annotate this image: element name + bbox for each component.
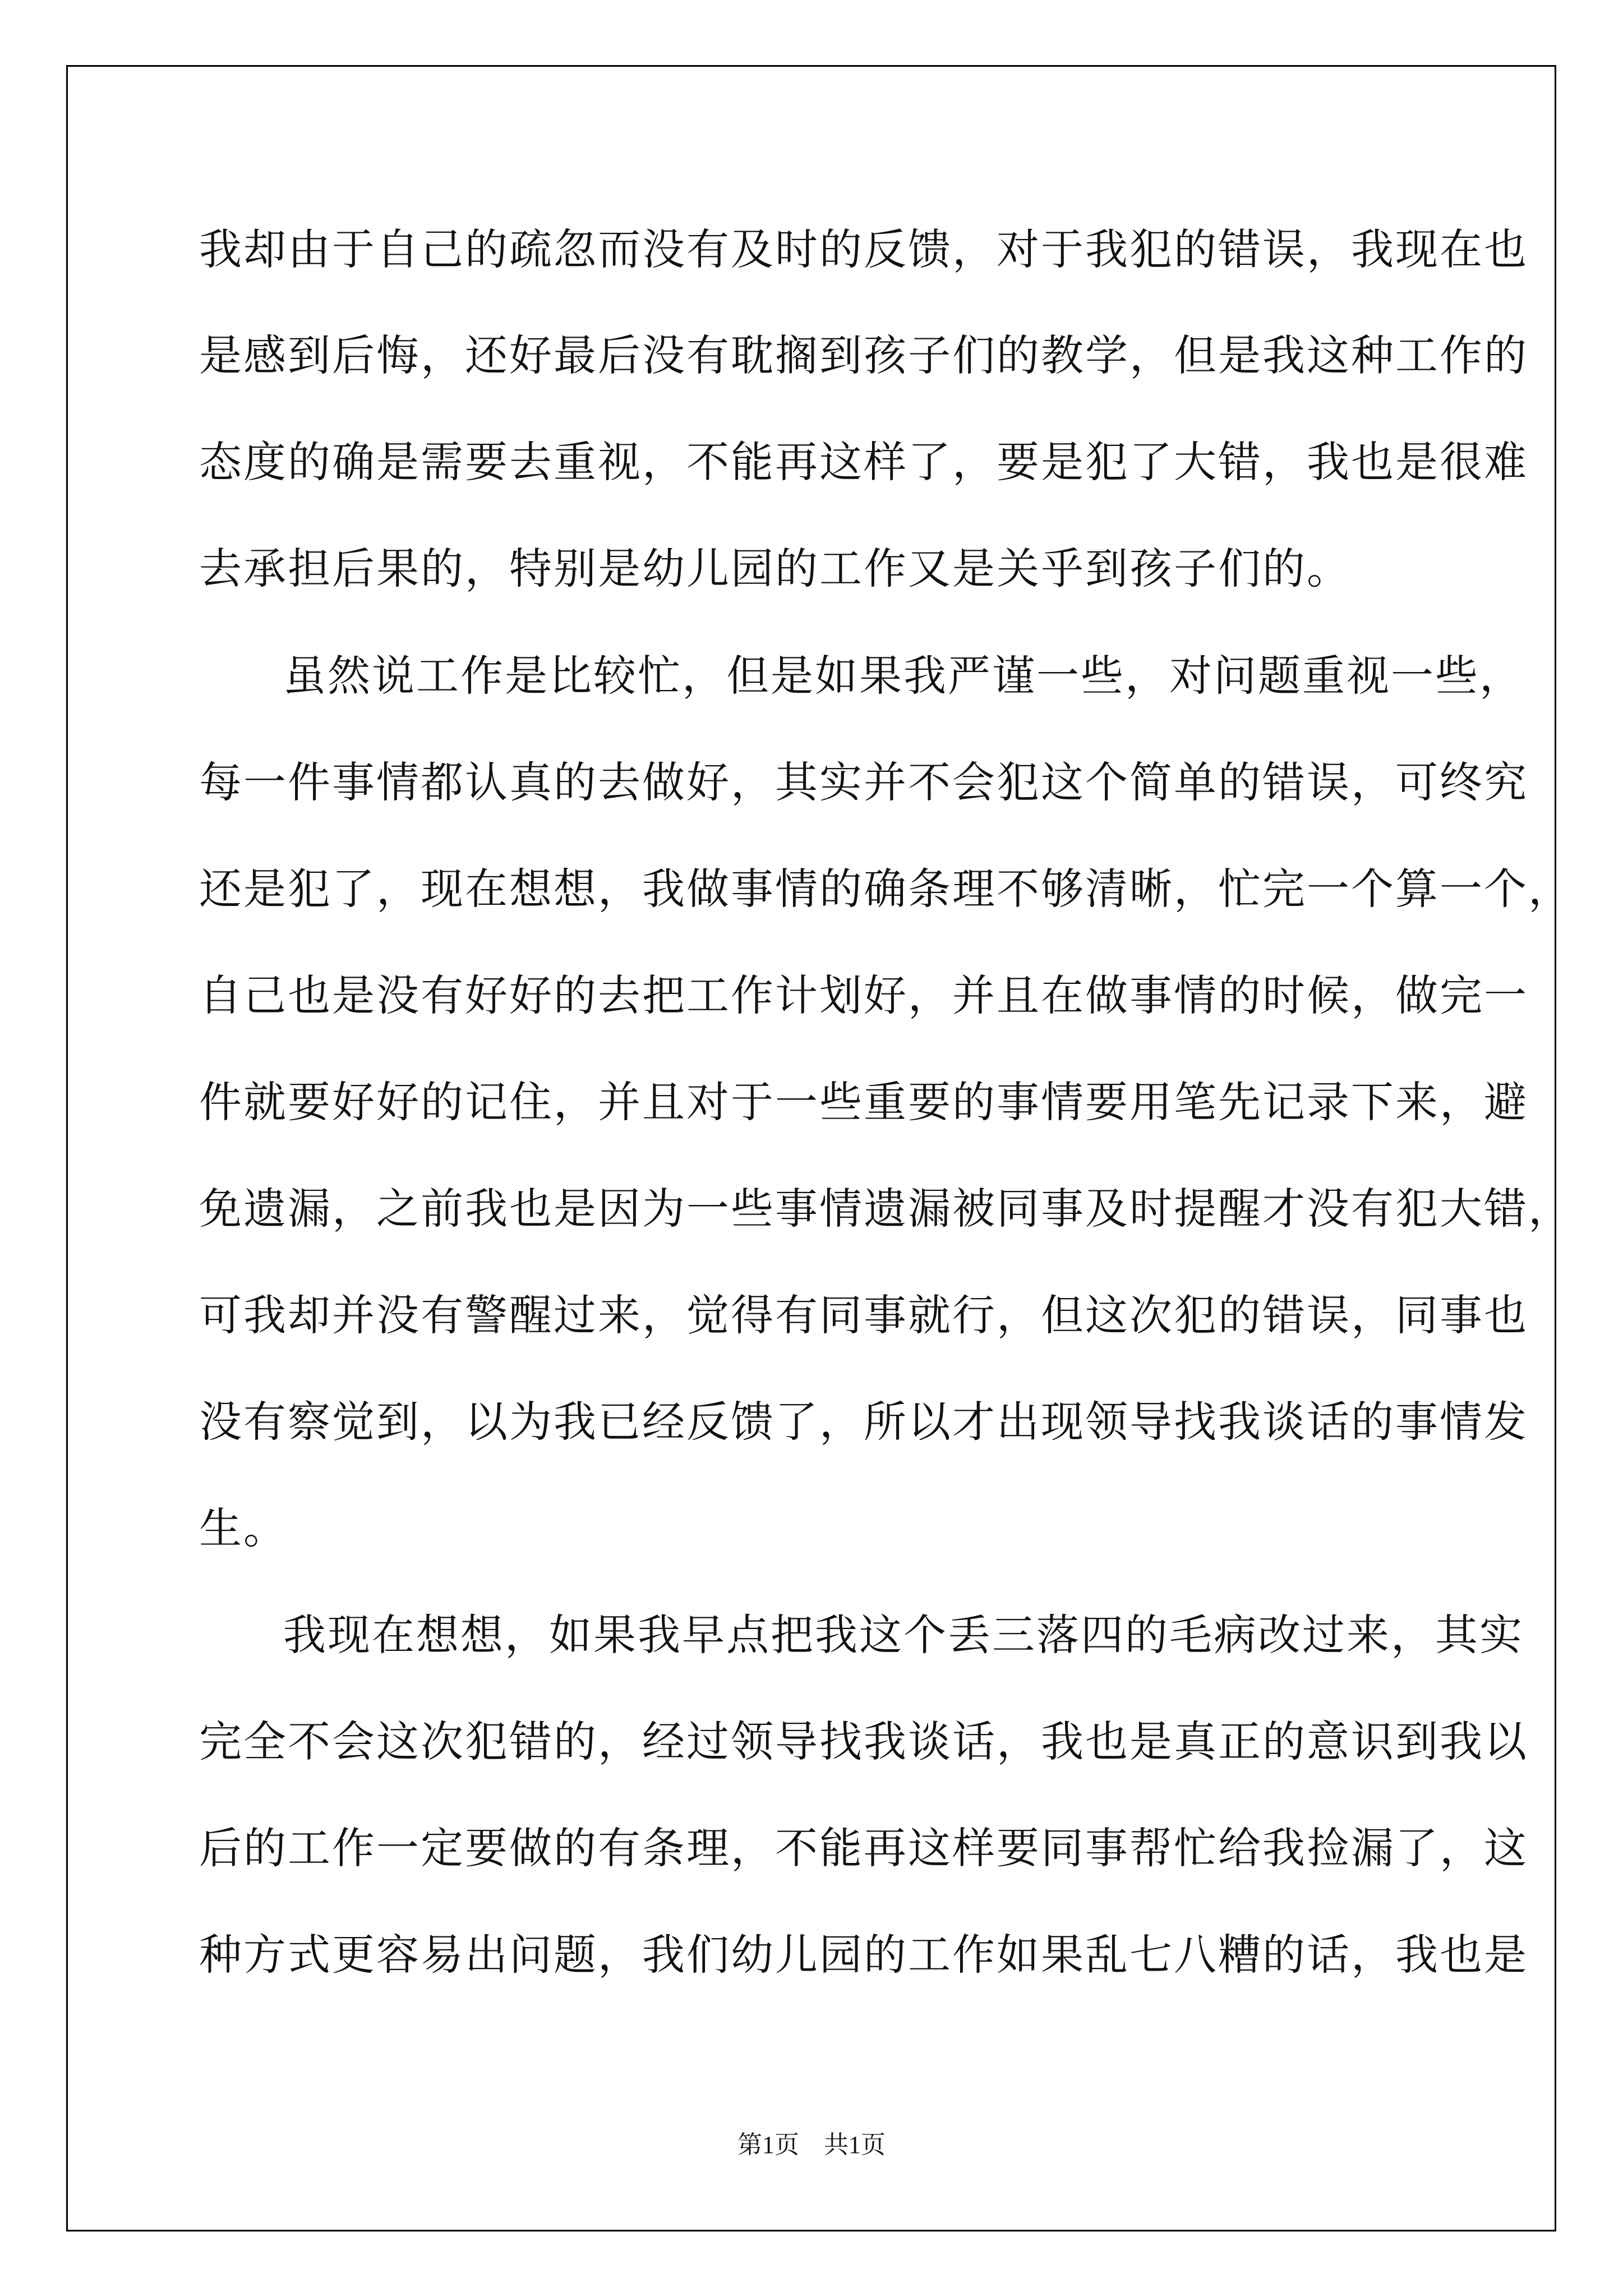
text-line: 我却由于自己的疏忽而没有及时的反馈，对于我犯的错误，我现在也 bbox=[199, 224, 1528, 274]
text-line: 是感到后悔，还好最后没有耽搁到孩子们的教学，但是我这种工作的 bbox=[199, 330, 1528, 380]
text-line: 没有察觉到，以为我已经反馈了，所以才出现领导找我谈话的事情发 bbox=[199, 1397, 1528, 1447]
text-line: 去承担后果的，特别是幼儿园的工作又是关乎到孩子们的。 bbox=[199, 544, 1351, 593]
text-line: 每一件事情都认真的去做好，其实并不会犯这个简单的错误，可终究 bbox=[199, 757, 1528, 807]
text-line: 生。 bbox=[199, 1503, 288, 1553]
text-line: 可我却并没有警醒过来，觉得有同事就行，但这次犯的错误，同事也 bbox=[199, 1290, 1528, 1340]
text-line: 完全不会这次犯错的，经过领导找我谈话，我也是真正的意识到我以 bbox=[199, 1717, 1528, 1766]
text-line: 态度的确是需要去重视，不能再这样了，要是犯了大错，我也是很难 bbox=[199, 437, 1528, 487]
paragraph-first-line: 我现在想想，如果我早点把我这个丢三落四的毛病改过来，其实 bbox=[283, 1610, 1524, 1660]
text-line: 后的工作一定要做的有条理，不能再这样要同事帮忙给我捡漏了，这 bbox=[199, 1823, 1528, 1873]
paragraph-first-line: 虽然说工作是比较忙，但是如果我严谨一些，对问题重视一些， bbox=[283, 651, 1524, 701]
page-number-footer: 第1页 共1页 bbox=[737, 2131, 886, 2159]
text-line: 件就要好好的记住，并且对于一些重要的事情要用笔先记录下来，避 bbox=[199, 1077, 1528, 1127]
page-border bbox=[66, 65, 1556, 2231]
text-line: 还是犯了，现在想想，我做事情的确条理不够清晰，忙完一个算一个， bbox=[199, 864, 1573, 914]
text-line: 种方式更容易出问题，我们幼儿园的工作如果乱七八糟的话，我也是 bbox=[199, 1930, 1528, 1980]
text-line: 免遗漏，之前我也是因为一些事情遗漏被同事及时提醒才没有犯大错， bbox=[199, 1184, 1573, 1234]
text-line: 自己也是没有好好的去把工作计划好，并且在做事情的时候，做完一 bbox=[199, 970, 1528, 1020]
